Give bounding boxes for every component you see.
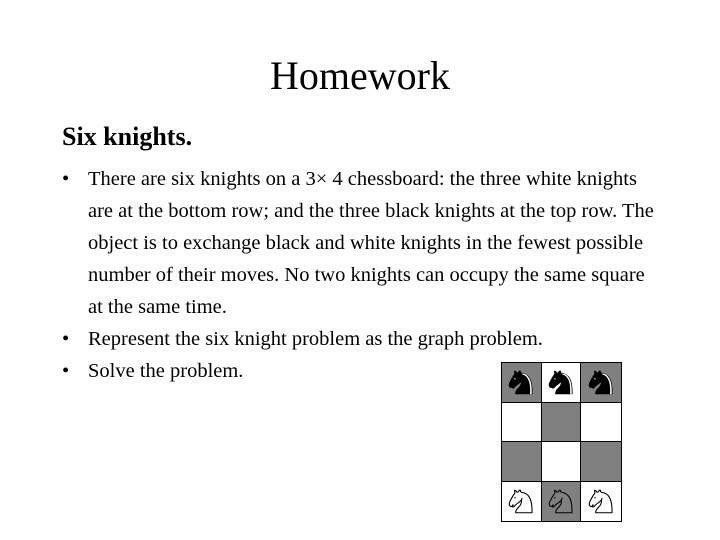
black-knight-icon [545, 366, 577, 398]
board-square [581, 403, 621, 443]
chessboard [501, 362, 622, 522]
board-square [542, 482, 582, 522]
board-square [502, 403, 542, 443]
board-square [502, 363, 542, 403]
white-knight-icon [545, 485, 577, 517]
bullet-list [62, 163, 662, 387]
black-knight-icon [505, 366, 537, 398]
slide-subtitle: Six knights. [62, 122, 193, 151]
bullet-item: • There are six knights on a 3× 4 chessboard: the three white knights are at the bottom row; and the three black knights at the top row. The object is to exchange black and white knights in the fewest possible number of their moves. No two knights can occupy the same square at the same time. [62, 163, 662, 323]
board-square [502, 482, 542, 522]
board-square [581, 482, 621, 522]
white-knight-icon [585, 485, 617, 517]
white-knight-icon [505, 485, 537, 517]
board-square [581, 442, 621, 482]
black-knight-icon [585, 366, 617, 398]
slide-title: Homework [270, 53, 450, 98]
bullet-item: • Represent the six knight problem as the graph problem. [62, 323, 662, 355]
bullet-item: • Solve the problem. [62, 355, 662, 387]
board-square [542, 442, 582, 482]
board-square [581, 363, 621, 403]
board-square [542, 403, 582, 443]
board-square [502, 442, 542, 482]
board-square [542, 363, 582, 403]
